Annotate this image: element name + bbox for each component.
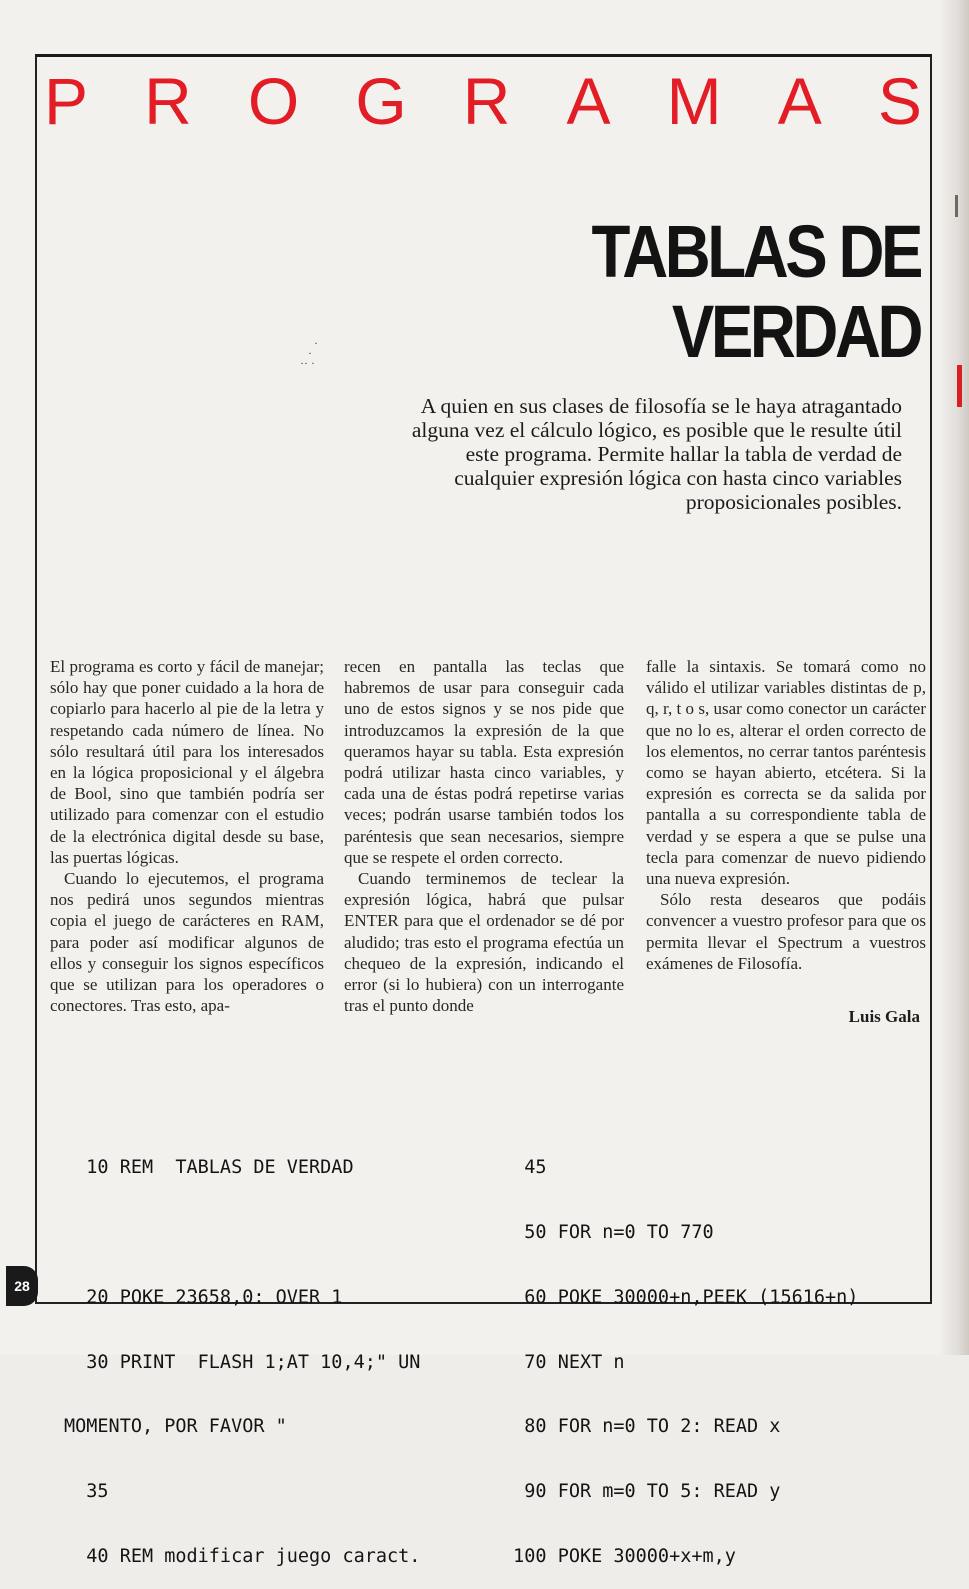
section-title-letter: M (666, 64, 722, 138)
body-paragraph: recen en pantalla las teclas que habremos de usar para conseguir cada uno de estos signos y se nos pide que introduzcamos la expresión de la que queramos hayar su tabla. Esta expresión podrá utilizar hasta cinco variables, y cada una de éstas podrá repetirse varias veces; podrán usarse también todos los paréntesis que sean necesarios, siempre que se respete el orden correcto. (344, 657, 624, 867)
lead-line: A quien en sus clases de filosofía se le haya atragantado (420, 394, 902, 418)
section-title-letter: A (777, 64, 822, 138)
section-title-letter: A (566, 64, 611, 138)
body-column-2 (344, 656, 624, 1016)
article-headline: TABLAS DE VERDAD (591, 210, 920, 373)
section-title-letter: R (462, 64, 511, 138)
print-specks: · · ·· · (300, 336, 318, 370)
code-line: 20 POKE 23658,0: OVER 1 (64, 1286, 343, 1308)
body-paragraph: Cuando terminemos de teclear la expresión lógica, habrá que pulsar ENTER para que el ordenador se dé por aludido; tras esto el programa efectúa un chequeo de la expresión, indicando el error (si lo hubiera) con un interrogante tras el punto donde (344, 869, 624, 1016)
code-line: MOMENTO, POR FAVOR " (64, 1416, 287, 1438)
lead-line: proposicionales posibles. (685, 490, 902, 514)
body-paragraph: falle la sintaxis. Se tomará como no válido el utilizar variables distintas de p, q, r, t o s, usar como conector un carácter que no lo es, alterar el orden correcto de los elementos, no cerrar tantos paréntesis como se hayan abierto, etcétera. Si la expresión es correcta se da salida por pantalla a su correspondiente tabla de verdad y se espera a que se pulse una tecla para comenzar de nuevo pidiendo una nueva expresión. (646, 657, 926, 889)
section-title-letter: P (44, 64, 89, 138)
article-lead (330, 394, 902, 514)
binding-mark (955, 195, 958, 217)
lead-line: alguna vez el cálculo lógico, es posible que le resulte útil (411, 418, 902, 442)
code-line: 50 FOR n=0 TO 770 (502, 1221, 714, 1243)
section-color-tab (957, 365, 962, 407)
section-title-letter: R (144, 64, 192, 138)
code-line (64, 1222, 420, 1244)
section-title-letter: G (355, 64, 407, 138)
code-line: 45 (502, 1157, 547, 1179)
code-line: 100 POKE 30000+x+m,y (502, 1545, 736, 1567)
code-line: 40 REM modificar juego caract. (64, 1545, 421, 1567)
body-column-1 (50, 656, 324, 1016)
code-line: 80 FOR n=0 TO 2: READ x (502, 1416, 781, 1438)
body-paragraph: Cuando lo ejecutemos, el programa nos pedirá unos segundos mientras copia el juego de carácteres en RAM, para poder así modificar algunos de ellos y conseguir los signos específicos que se utilizan para los operadores o conectores. Tras esto, apa- (50, 869, 324, 1016)
body-column-3 (646, 656, 926, 974)
code-line: 70 NEXT n (502, 1351, 625, 1373)
section-title-letter: S (877, 64, 922, 138)
code-line: 30 PRINT FLASH 1;AT 10,4;" UN (64, 1351, 421, 1373)
page-number-tab (6, 1266, 38, 1306)
page-number: 28 (14, 1278, 30, 1294)
code-line: 35 (64, 1481, 109, 1503)
code-listing-left (64, 1114, 420, 1589)
body-paragraph: El programa es corto y fácil de manejar; sólo hay que poner cuidado a la hora de copiarlo para hacerlo al pie de la letra y respetando cada número de línea. No sólo resultará útil para los interesados en la lógica proposicional y el álgebra de Bool, sino que también podría ser utilizado para comenzar con el estudio de la electrónica digital desde su base, las puertas lógicas. (50, 657, 324, 867)
code-listing-right (502, 1114, 858, 1589)
code-line: 10 REM TABLAS DE VERDAD (64, 1157, 354, 1179)
lead-line: cualquier expresión lógica con hasta cinco variables (454, 466, 902, 490)
author-byline: Luis Gala (848, 1007, 920, 1026)
code-line: 60 POKE 30000+n,PEEK (15616+n) (502, 1286, 859, 1308)
section-title-letter: O (247, 64, 300, 138)
section-title (38, 66, 928, 136)
code-line: 90 FOR m=0 TO 5: READ y (502, 1481, 781, 1503)
lead-line: este programa. Permite hallar la tabla de verdad de (465, 442, 902, 466)
body-paragraph: Sólo resta desearos que podáis convencer a vuestro profesor para que os permita llevar el Spectrum a vuestros exámenes de Filosofía. (646, 890, 926, 973)
